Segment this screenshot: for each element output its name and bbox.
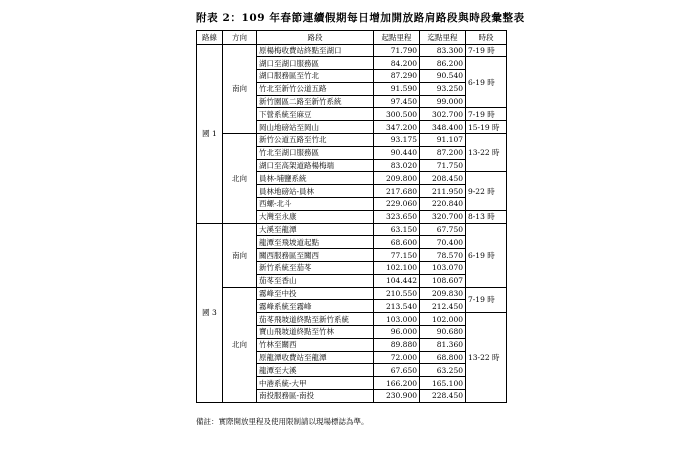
period-cell: 6-19 時 — [466, 57, 507, 108]
start-km-cell: 300.500 — [374, 108, 420, 121]
period-cell: 8-13 時 — [466, 210, 507, 223]
end-km-cell: 102.000 — [420, 313, 466, 326]
start-km-cell: 90.440 — [374, 146, 420, 159]
period-cell: 6-19 時 — [466, 223, 507, 287]
shoulder-schedule-table — [196, 30, 507, 403]
start-km-cell: 102.100 — [374, 262, 420, 275]
start-km-cell: 213.540 — [374, 300, 420, 313]
start-km-cell: 229.060 — [374, 198, 420, 211]
start-km-cell: 67.650 — [374, 364, 420, 377]
end-km-cell: 68.800 — [420, 351, 466, 364]
start-km-cell: 72.000 — [374, 351, 420, 364]
segment-cell: 西螺-北斗 — [257, 198, 374, 211]
start-km-cell: 209.800 — [374, 172, 420, 185]
direction-cell: 北向 — [223, 287, 257, 402]
end-km-cell: 63.250 — [420, 364, 466, 377]
segment-cell: 湖口服務區至竹北 — [257, 70, 374, 83]
segment-cell: 下營系統至麻豆 — [257, 108, 374, 121]
segment-cell: 霧峰至中投 — [257, 287, 374, 300]
end-km-cell: 209.830 — [420, 287, 466, 300]
end-km-cell: 348.400 — [420, 121, 466, 134]
start-km-cell: 97.450 — [374, 95, 420, 108]
end-km-cell: 70.400 — [420, 236, 466, 249]
header-row — [197, 31, 507, 45]
end-km-cell: 165.100 — [420, 377, 466, 390]
header-segment: 路段 — [257, 31, 374, 45]
end-km-cell: 86.200 — [420, 57, 466, 70]
segment-cell: 龍潭至飛坡道起點 — [257, 236, 374, 249]
segment-cell: 茄苳飛坡道終點至新竹系統 — [257, 313, 374, 326]
header-period: 時段 — [466, 31, 507, 45]
end-km-cell: 83.300 — [420, 44, 466, 57]
start-km-cell: 87.290 — [374, 70, 420, 83]
header-route: 路線 — [197, 31, 223, 45]
segment-cell: 員林地磅站-員林 — [257, 185, 374, 198]
end-km-cell: 67.750 — [420, 223, 466, 236]
segment-cell: 大溪至龍潭 — [257, 223, 374, 236]
segment-cell: 竹北至湖口服務區 — [257, 146, 374, 159]
segment-cell: 竹北至新竹公道五路 — [257, 82, 374, 95]
header-direction: 方向 — [223, 31, 257, 45]
table-title: 附表 2：109 年春節連續假期每日增加開放路肩路段與時段彙整表 — [196, 12, 525, 24]
period-cell: 7-19 時 — [466, 108, 507, 121]
end-km-cell: 71.750 — [420, 159, 466, 172]
segment-cell: 關西服務區至關西 — [257, 249, 374, 262]
end-km-cell: 302.700 — [420, 108, 466, 121]
start-km-cell: 347.200 — [374, 121, 420, 134]
direction-cell: 南向 — [223, 44, 257, 134]
end-km-cell: 78.570 — [420, 249, 466, 262]
period-cell: 13-22 時 — [466, 134, 507, 172]
end-km-cell: 99.000 — [420, 95, 466, 108]
segment-cell: 湖口至湖口服務區 — [257, 57, 374, 70]
route-cell: 國 1 — [197, 44, 223, 223]
segment-cell: 龍潭至大溪 — [257, 364, 374, 377]
start-km-cell: 83.020 — [374, 159, 420, 172]
start-km-cell: 103.000 — [374, 313, 420, 326]
start-km-cell: 91.590 — [374, 82, 420, 95]
end-km-cell: 103.070 — [420, 262, 466, 275]
segment-cell: 大灣至永康 — [257, 210, 374, 223]
start-km-cell: 323.650 — [374, 210, 420, 223]
end-km-cell: 87.200 — [420, 146, 466, 159]
table-row — [197, 287, 507, 300]
start-km-cell: 104.442 — [374, 274, 420, 287]
segment-cell: 原楊梅收費站終點至湖口 — [257, 44, 374, 57]
period-cell: 15-19 時 — [466, 121, 507, 134]
table-row — [197, 44, 507, 57]
segment-cell: 湖口至高架道路楊梅端 — [257, 159, 374, 172]
segment-cell: 茄苳至香山 — [257, 274, 374, 287]
table-row — [197, 223, 507, 236]
end-km-cell: 208.450 — [420, 172, 466, 185]
period-cell: 7-19 時 — [466, 44, 507, 57]
direction-cell: 南向 — [223, 223, 257, 287]
end-km-cell: 320.700 — [420, 210, 466, 223]
segment-cell: 霧峰系統至霧峰 — [257, 300, 374, 313]
direction-cell: 北向 — [223, 134, 257, 224]
start-km-cell: 96.000 — [374, 326, 420, 339]
segment-cell: 寶山飛坡道終點至竹林 — [257, 326, 374, 339]
footnote: 備註：實際開放里程及使用限制請以現場標誌為準。 — [196, 417, 369, 426]
end-km-cell: 211.950 — [420, 185, 466, 198]
end-km-cell: 93.250 — [420, 82, 466, 95]
start-km-cell: 89.880 — [374, 338, 420, 351]
period-cell: 9-22 時 — [466, 172, 507, 210]
segment-cell: 岡山地磅站至岡山 — [257, 121, 374, 134]
start-km-cell: 71.790 — [374, 44, 420, 57]
end-km-cell: 91.107 — [420, 134, 466, 147]
segment-cell: 原龍潭收費站至龍潭 — [257, 351, 374, 364]
end-km-cell: 81.360 — [420, 338, 466, 351]
period-cell: 13-22 時 — [466, 313, 507, 403]
end-km-cell: 108.607 — [420, 274, 466, 287]
start-km-cell: 63.150 — [374, 223, 420, 236]
end-km-cell: 90.680 — [420, 326, 466, 339]
start-km-cell: 230.900 — [374, 390, 420, 403]
header-start-km: 起點里程 — [374, 31, 420, 45]
segment-cell: 南投服務區-南投 — [257, 390, 374, 403]
start-km-cell: 210.550 — [374, 287, 420, 300]
segment-cell: 新竹公道五路至竹北 — [257, 134, 374, 147]
segment-cell: 中港系統-大甲 — [257, 377, 374, 390]
segment-cell: 竹林至關西 — [257, 338, 374, 351]
start-km-cell: 93.175 — [374, 134, 420, 147]
start-km-cell: 77.150 — [374, 249, 420, 262]
end-km-cell: 220.840 — [420, 198, 466, 211]
table-row — [197, 134, 507, 147]
header-end-km: 迄點里程 — [420, 31, 466, 45]
period-cell: 7-19 時 — [466, 287, 507, 313]
start-km-cell: 217.680 — [374, 185, 420, 198]
start-km-cell: 68.600 — [374, 236, 420, 249]
end-km-cell: 228.450 — [420, 390, 466, 403]
segment-cell: 新竹系統至茄苳 — [257, 262, 374, 275]
segment-cell: 新竹園區二路至新竹系統 — [257, 95, 374, 108]
route-cell: 國 3 — [197, 223, 223, 402]
start-km-cell: 84.200 — [374, 57, 420, 70]
segment-cell: 員林-埔鹽系統 — [257, 172, 374, 185]
start-km-cell: 166.200 — [374, 377, 420, 390]
end-km-cell: 212.450 — [420, 300, 466, 313]
end-km-cell: 90.540 — [420, 70, 466, 83]
